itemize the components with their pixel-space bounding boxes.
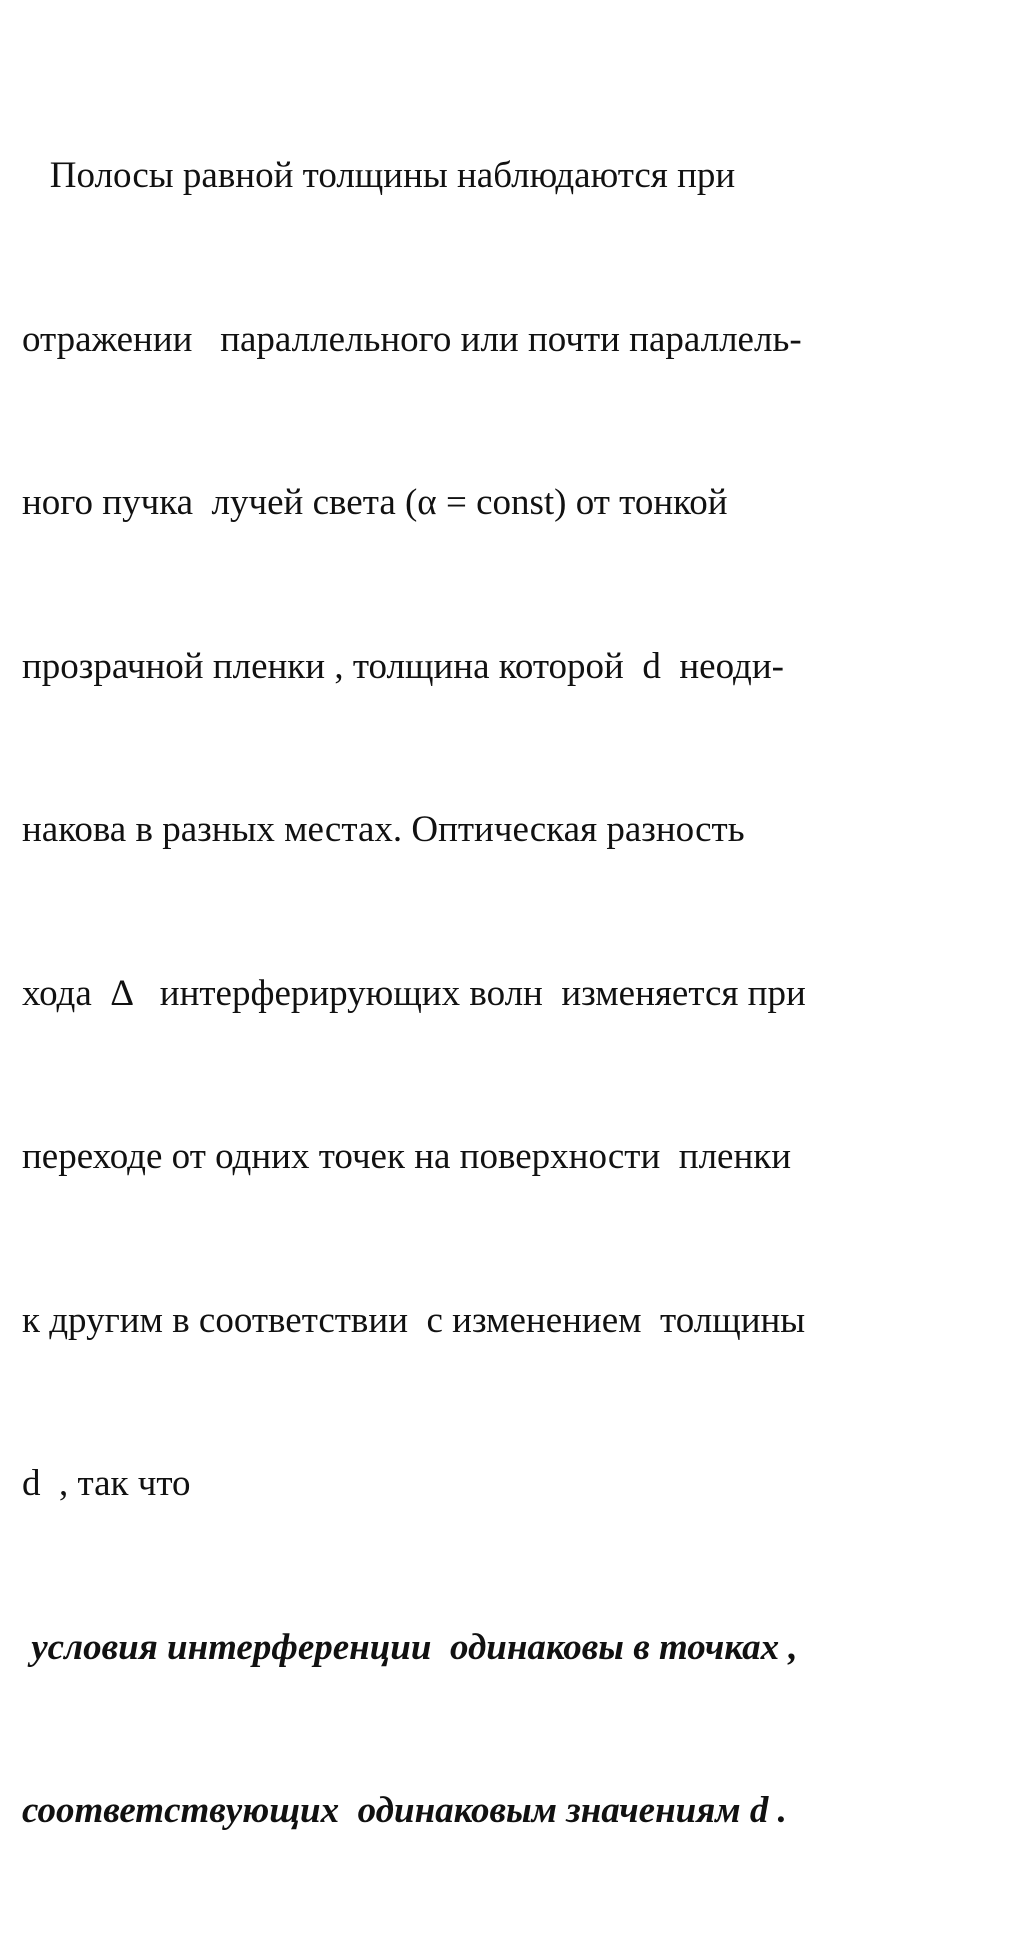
paragraph-line-8: к другим в соответствии с изменением толщины [22, 1299, 806, 1341]
emphasis-line-1: условия интерференции одинаковы в точках , [22, 1626, 798, 1668]
slide-body-text [22, 40, 1012, 1948]
paragraph-line-5: накова в разных местах. Оптическая разность [22, 809, 745, 850]
paragraph-line-3: ного пучка лучей света (α = const) от тонкой [22, 482, 728, 523]
paragraph-line-7: переходе от одних точек на поверхности пленки [22, 1136, 792, 1177]
emphasis-line-2: соответствующих одинаковым значениям d . [22, 1790, 787, 1831]
paragraph-line-9: d , так что [22, 1463, 191, 1504]
paragraph-line-6: хода Δ интерферирующих волн изменяется при [22, 972, 806, 1014]
paragraph-line-1: Полосы равной толщины наблюдаются при [22, 155, 736, 196]
paragraph-line-2: отражении параллельного или почти параллель- [22, 318, 802, 360]
paragraph-line-4: прозрачной пленки , толщина которой d неоди- [22, 645, 784, 687]
